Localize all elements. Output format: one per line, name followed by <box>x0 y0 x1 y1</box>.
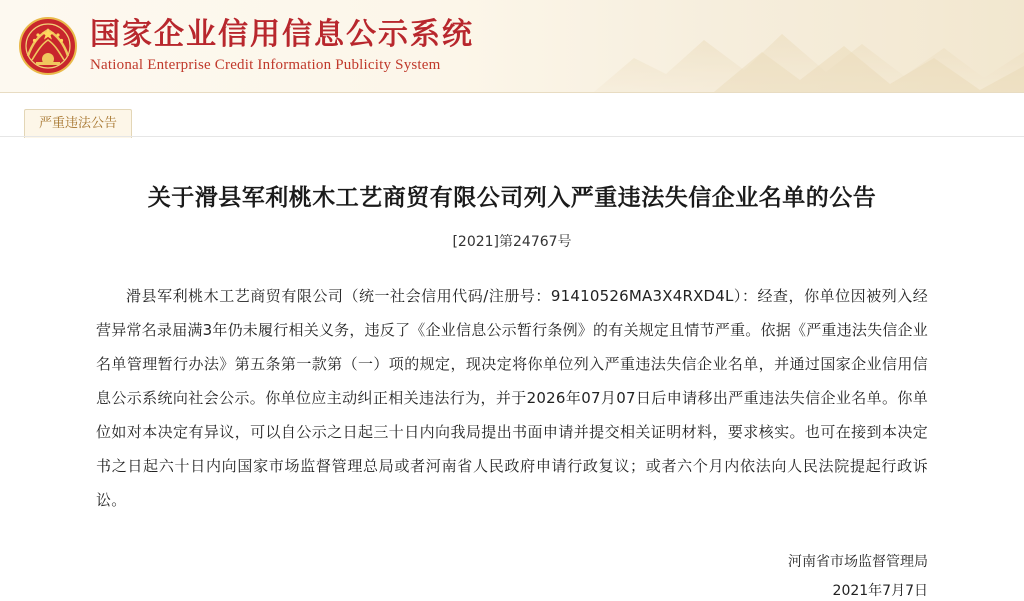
tab-bar <box>0 93 1024 135</box>
document-card <box>0 135 1024 601</box>
document-number: [2021]第24767号 <box>452 234 572 250</box>
site-header <box>0 0 1024 93</box>
site-title-block <box>90 17 474 75</box>
document-title: 关于滑县军利桃木工艺商贸有限公司列入严重违法失信企业名单的公告 <box>147 185 877 211</box>
issuing-authority: 河南省市场监督管理局 <box>788 554 928 570</box>
national-emblem-icon <box>18 16 78 76</box>
site-title-en: National Enterprise Credit Information Publicity System <box>90 57 441 73</box>
site-title-cn: 国家企业信用信息公示系统 <box>90 17 474 52</box>
issue-date: 2021年7月7日 <box>832 583 928 599</box>
tab-serious-violation-announcement[interactable]: 严重违法公告 <box>24 109 132 138</box>
document-body: 滑县军利桃木工艺商贸有限公司（统一社会信用代码/注册号：91410526MA3X4RXD4L）：经查，你单位因被列入经营异常名录届满3年仍未履行相关义务，违反了《企业信息公示暂行条例》的有关规定且情节严重。依据《严重违法失信企业名单管理暂行办法》第五条第一款第（一）项的规定，现决定将你单位列入严重违法失信企业名单，并通过国家企业信用信息公示系统向社会公示。你单位应主动纠正相关违法行为，并于2026年07月07日后申请移出严重违法失信企业名单。你单位如对本决定有异议，可以自公示之日起三十日内向我局提出书面申请并提交相关证明材料，要求核实。也可在接到本决定书之日起六十日内向国家市场监督管理总局或者河南省人民政府申请行政复议；或者六个月内依法向人民法院提起行政诉讼。 <box>96 287 928 509</box>
header-inner <box>0 0 1024 92</box>
